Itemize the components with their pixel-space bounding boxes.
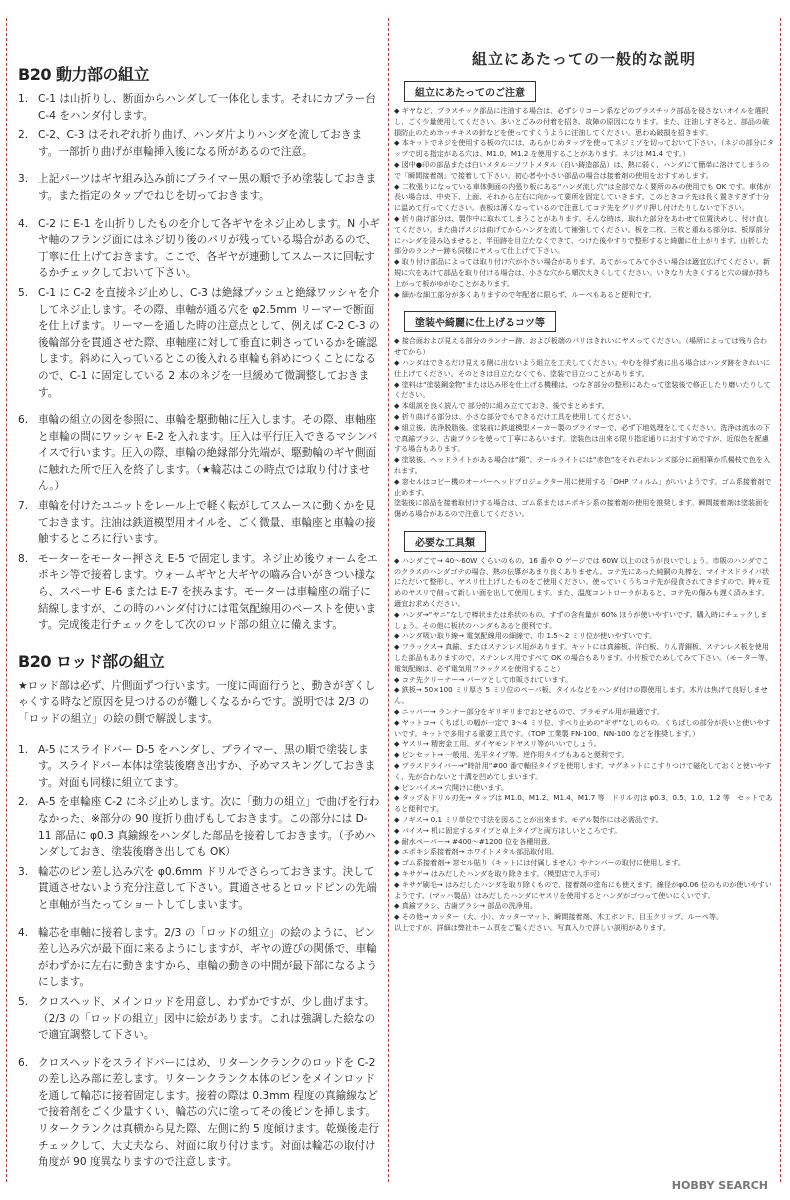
power-steps-list <box>18 91 380 634</box>
step-number: 1. <box>18 743 29 756</box>
paragraph: ◆ ハンダ吸い取り線→ 電気配線用の細線で、巾 1.5〜2 ミリ位が使いやすいです。 <box>394 631 657 641</box>
paragraph: ◆ プラスドライバー→“時計用”#00 番で軸径タイプを使用します。マグネットにこすりつけて磁化しておくと使いやすく、先が合わないと十溝を凹めてしまいます。 <box>394 761 772 781</box>
paragraph: ◆ ニッパー→ ランナー部分をギリギリまでおとせるので、プラモデル用が最適です。 <box>394 707 664 717</box>
paragraph: ◆ キサゲ刷毛→ はみだしたハンダを取り除くもので、接着剤の塗布にも使えます。線径がφ0.06 位のものが使いやすいようです。（マッハ製品）はみだしたハンダにヤスリを使用するとハンダがゴつって使いにくいです。 <box>394 879 772 900</box>
step-number: 4. <box>18 217 29 230</box>
step-text: クロスヘッドをスライドバーにはめ、リターンクランクのロッドを C-2 の差し込み部に差します。リターンクランク本体のピンをメインロッドを通して輪芯に接着固定します。接着の際は 0.3mm 程度の真鍮線などで接着剤をごく少量すくい、輪芯の穴に塗ってその後ピンを挿します。リタークランクは真横から見た際、左側に約 5 度傾けます。乾燥後走行チェックして、大丈夫なら、対面に取り付けます。対面は輪芯の取付け角度が 90 度異なりますので注意します。 <box>38 1056 379 1169</box>
cut-line-right <box>780 18 781 1182</box>
paragraph: ◆ 窓セルはコピー機のオーバーヘッドプロジェクター用に使用する「OHP フィルム」がいいようです。ゴム系接着剤で止めます。 <box>394 476 772 497</box>
paragraph: ◆ ピンバイス→ 穴開けに使います。 <box>394 782 509 792</box>
step-item <box>18 1055 380 1171</box>
step-item <box>18 171 380 204</box>
step-text: 上記パーツはギヤ組み込み前にプライマー黒の順で予め塗装しておきます。また指定のタップでねじを切っておきます。 <box>38 173 377 202</box>
paragraph: ◆ 折り曲げ部分は、製作中に取れてしまうことがあります。そんな時は、取れた部分をあわせて位置決めし、付け直してください。また曲げスジは曲げてからハンダを流して補強してください。板を二枚、三枚と重ねる部分は、板厚部分にハンダを浸み込ませると、半田跡を目立たなくできて、つけた後やすりで整形すると綺麗に仕上がります。山折した部分のランナー跡も同様にヤスって仕上げて下さい。 <box>394 213 771 256</box>
step-number: 2. <box>18 796 29 809</box>
paragraph: ◆ 細かな細工部分が多くありますので年配者に限らず、ルーペもあると便利です。 <box>394 289 656 299</box>
step-number: 3. <box>18 173 29 186</box>
step-text: クロスヘッド、メインロッドを用意し、わずかですが、少し曲げます。（2/3 の「ロッドの組立」図中に絵があります。これは強調した絵なので適宜調整して下さい。 <box>38 995 376 1042</box>
power-section-title: B20 動力部の組立 <box>18 65 150 84</box>
step-item <box>18 742 380 792</box>
paragraph: ◆ 真鍮ブラシ、古歯ブラシ→ 部品の洗浄用。 <box>394 901 538 911</box>
notes-section <box>394 106 774 300</box>
right-column <box>394 44 774 934</box>
step-item <box>18 127 380 160</box>
step-text: 車輪を付けたユニットをレール上で軽く転がしてスムースに動くかを見ておきます。注油は鉄道模型用オイルを、ごく微量、車輪座と車輪の接触するところに行います。 <box>38 500 376 546</box>
step-item <box>18 91 380 124</box>
step-text: モーターをモーター押さえ E-5 で固定します。ネジ止め後ウォームをエポキシ等で接着します。ウォームギヤと大ギヤの嚙み合いがきつい様なら、スペーサ E-6 または E-7 を挟みます。モーターは車輪座の端子に結線しますが、この時のハンダ付けには電気配線用のペーストを使います。完成後走行チェックをして次のロッド部の組立に備えます。 <box>38 552 378 632</box>
step-item <box>18 412 380 495</box>
rod-section-title: B20 ロッド部の組立 <box>18 651 165 671</box>
step-number: 6. <box>18 414 29 427</box>
rod-intro: ★ロッド部は必ず、片側面ずつ行います。一度に両面行うと、動きがぎくしゃくする時など原因を見つけるのが難しくなるからです。説明では 2/3 の「ロッドの組立」の絵の側で解説します。 <box>18 679 376 725</box>
step-item <box>18 498 380 548</box>
cut-line-center <box>388 18 389 1182</box>
step-text: 車輪の組立の図を参照に、車輪を駆動軸に圧入します。その際、車軸座と車輪の間にワッシャ E-2 を入れます。圧入は平行圧入できるマシンバイスで行います。圧入の際、車輪の絶縁部分先端が、駆動輪のギヤ側面に触れた所で圧入を終了します。（★輪芯はこの時点では取り付けません。） <box>38 414 378 493</box>
paragraph: ◆ ハンダごて→ 40〜60W くらいのもの。16 番や O ゲージでは 60W 以上のほうが良いでしょう。市販のハンダでこのクラスのハンダゴテの場合、熱の伝導があまり良くありません。コテ先にあった純銅の丸棒を、マイナスドライバ状にただいて整形し、ヤスリ仕上げしたものをご使用ください。使っていくうちコテ先が侵食されてきますので、時々荒めのヤスリで削って新しい面を出して使用します。また、温度コントローラがあると、コテ先の傷みも遅く済みます。適宜お求めください。 <box>394 555 770 609</box>
paragraph: 塗装後に部品を接着取付けする場合は、ゴム系またはエポキシ系の接着剤の使用を推奨します。瞬間接着剤は塗装面を傷める場合があるので注意してください。 <box>394 498 770 519</box>
paragraph: ◆ エポキシ系接着剤→ ホワイトメタル部品取付用。 <box>394 847 559 857</box>
step-text: A-5 にスライドバー D-5 をハンダし、プライマー、黒の順で塗装します。スライドバー本体は塗装後磨き出すか、予めマスキングしておきます。対面も同様に組立てます。 <box>38 743 376 789</box>
tools-section-label: 必要な工具類 <box>404 531 486 552</box>
general-title: 組立にあたっての一般的な説明 <box>471 50 696 68</box>
cut-line-left <box>6 18 7 1182</box>
step-item <box>18 216 380 282</box>
paragraph: ◆ その他→ カッター（大、小）、カッターマット、瞬間接着剤、木工ボンド、目玉クリップ、ルーペ等。 <box>394 912 724 922</box>
paragraph: ◆ コテ先クリーナー→ パーツとして市販されています。 <box>394 674 573 684</box>
paragraph: ◆ 接合面および見える部分のランナー跡、および板端のバリはきれいにヤスってください。（場所によっては残り合わせてから） <box>394 336 767 357</box>
paragraph: ◆ ゴム系接着剤→ 窓セル貼り（キットには付属しません）やナンバーの取付に使用します。 <box>394 858 686 868</box>
paragraph: ◆ ヤットコ→ くちばしの幅が一定で 3〜4 ミリ位、すべり止めの“ギザ”なしのもの。くちばしの部分が長いと使いやすいです。キットで多用する重要工具です。（TOP 工業製 FN-100、NN-100 などを推奨します。） <box>394 717 771 738</box>
paragraph: ◆ フラックス→ 真鍮、またはステンレス用があります。キットには真鍮板、洋白板、りん青銅板、ステンレス板を使用した部品もありますので、ステンレス用ですべて OK の場合もあります。小片板でためしてみて下さい。（モーター等、電気配線は、必ず電気用フラックスを使用すること） <box>394 642 773 673</box>
step-text: C-2、C-3 はそれぞれ折り曲げ、ハンダ片よりハンダを流しておきます。一部折り曲げが車輪挿入後になる所があるので注意。 <box>38 129 363 158</box>
paragraph: ◆ ノギス→ 0.1 ミリ単位で寸法を図ることが出来ます。モデル製作には必需品です。 <box>394 815 663 825</box>
paragraph: ◆ 図中●印の部品または白いメタル＝ソフトメタル（白い鋳造部品）は、熱に弱く、ハンダにて簡単に溶けてしまうので「瞬間接着剤」で接着して下さい。初心者や小さい部品の場合は接着剤の使用をおすすめします。 <box>394 159 770 180</box>
step-number: 5. <box>18 286 29 299</box>
step-number: 4. <box>18 926 29 939</box>
paragraph: ◆ 塗装後、ヘッドライトがある場合は“銀”、テールライトには“赤色”をそれぞれレンズ部分に面相筆か爪楊枝で色を入れます。 <box>394 455 771 475</box>
paragraph: ◆ 塗料は“塗装鋼金物”または込み形を仕上げる機種は、つなぎ部分の整形にあたって塗装後で修正したり磨いたりしてください。 <box>394 379 771 400</box>
step-number: 3. <box>18 865 29 878</box>
left-column <box>18 62 380 1174</box>
paragraph: ◆ 本キットでネジを使用する板の穴には、あらかじめタップを使ってネジミゾを切っておいて下さい。（ネジの部分にタップで切る指定がある穴は、M1.0、M1.2 を使用することがあります。ネジは M1.4 です。） <box>394 138 774 159</box>
paragraph: ◆ 組立後、洗浄脱脂後、塗装前に鉄道模型メーカー製のプライマーで、必ず下地処理をしてください。洗浄は流水の下で真鍮ブラシ、古歯ブラシを使って丁寧にあらいます。塗装色は出来る限り指定通りにおすすめですが、近似色を配慮する場合もあります。 <box>394 422 771 454</box>
step-text: 輪芯を車軸に接着します。2/3 の「ロッドの組立」の絵のように、ピン差し込み穴が最下面に来るようにしますが、ギヤの遊びの関係で、車輪がわずかに左右に動きますから、車輪の動きの中間が最下部になるようにします。 <box>38 926 377 989</box>
paragraph: ◆ ハンダ→“ヤニ”なしで棒状または糸状のもの。すずの含有量が 60% ほうが使いやすいです。購入時にチェックしましょう。その他に板状のハンダもあると便利です。 <box>394 609 768 630</box>
step-text: C-1 に C-2 を直接ネジ止めし、C-3 は絶縁ブッシュと絶縁ワッシャを介してネジ止します。その際、車軸が通る穴を φ2.5mm リーマーで断面を仕上げます。リーマーを通した時の注意点として、例えば C-2 C-3 の後輪部分を貫通させた際、車軸座に対して垂直に刺さっているかを確認します。斜めに入っているとこの後入れる車輪も斜めにつくことになるので、C-1 に固定している 2 本のネジを一旦緩めて微調整しておきます。 <box>38 286 380 399</box>
step-text: 輪芯のピン差し込み穴を φ0.6mm ドリルでさらっておきます。決して貫通させないよう充分注意して下さい。貫通させるとロッドピンの先端と車軸が当たってショートしてしまいます。 <box>38 865 377 911</box>
step-item <box>18 864 380 914</box>
hobby-search-watermark: HOBBY SEARCH <box>671 1179 768 1192</box>
step-item <box>18 551 380 634</box>
step-number: 8. <box>18 552 29 565</box>
paragraph: ◆ ヤスリ→ 精密金工用、ダイヤモンドヤスリ等がいいでしょう。 <box>394 739 602 749</box>
painting-section-label: 塗装や綺麗に仕上げるコツ等 <box>404 311 556 332</box>
paragraph: ◆ タップ＆ドリル刃先→ タップは M1.0、M1.2、M1.4、M1.7 等 ドリル刃は φ0.3、0.5、1.0、1.2 等 セットであると便利です。 <box>394 793 773 814</box>
step-item <box>18 925 380 991</box>
step-number: 6. <box>18 1056 29 1069</box>
step-item <box>18 994 380 1044</box>
paragraph: ◆ 二枚張りになっている車体側面の内張り板にある“ハンダ流し穴”は全部でなく要所のみの使用でも OK です。車体が長い場合は、中央下、上面、それから左右に向かって要所を固定していきます。このときコテ先は長く置きすぎず十分に温めて行ってください。表板は薄くなっているので注意してコテ先をグリグリ押し付けたりしないで下さい。 <box>394 181 771 213</box>
paragraph: ◆ バイス→ 机に固定するタイプと卓上タイプと両方ほしいところです。 <box>394 825 622 835</box>
notes-section-label: 組立にあたってのご注意 <box>404 81 536 102</box>
paragraph: 以上ですが、詳細は弊社ホーム頁をご覧ください。写真入りで詳しい説明があります。 <box>394 922 671 932</box>
paragraph: ◆ ピンセット→ 一般用、先平タイプ等。逆作用タイプもあると便利です。 <box>394 750 629 760</box>
paragraph: ◆ ハンダはできるだけ見える側に出ないよう組立を工夫してください。やむを得ず表に出る場合はハンダ跡をきれいに仕上げてください。そのときは目立たなくても、塗装で目立つことがあります。 <box>394 357 771 378</box>
step-text: C-2 に E-1 を山折りしたものを介して各ギヤをネジ止めします。N 小ギヤ軸のフランジ面にはネジ切り後のバリが残っている場合があるので、丁寧に仕上げておきます。ここで、各ギヤが連動してスムースに回転するかチェックしておいて下さい。 <box>38 217 380 280</box>
paragraph: ◆ ギヤなど、プラスチック部品に注油する場合は、必ずシリコーン系などのプラスチック部品を侵さないオイルを選択し、ごく少量使用してください。多いとごみの付着を招き、故障の原因になります。また、注油しすぎると、部品の破損防止のためホッチキスの針などを使ってすくうように注油してください。思わぬ破損を招きます。 <box>394 106 770 137</box>
step-number: 5. <box>18 995 29 1008</box>
step-item <box>18 794 380 860</box>
paragraph: ◆ 折り曲げる部分は、小さな部分でもできるだけ工具を使用してください。 <box>394 411 636 421</box>
paragraph: ◆ 鉄板→ 50×100 ミリ厚さ 5 ミリ位のペーパ板、タイルなどをハンダ付けの際使用します。木片は焦げて良好しません。 <box>394 685 768 706</box>
paragraph: ◆ 耐水ペーパー→ #400〜#1200 位を各種用意。 <box>394 836 555 846</box>
step-number: 1. <box>18 93 29 105</box>
step-number: 2. <box>18 129 29 142</box>
tools-section <box>394 556 774 934</box>
paragraph: ◆ 取り付け部品によっては取り付け穴が小さい場合があります。あてがってみて小さい場合は適宜広げてください。新規に穴をあけて部品を取り付ける場合は、小さな穴から順次大きくしてください。いきなり大きくすると穴の縁が持ち上がって板がゆがむことがあります。 <box>394 257 771 288</box>
paragraph: ◆ キサゲ→ はみだしたハンダを取り除きます。（模型店で入手可） <box>394 869 604 878</box>
paragraph: ◆ 本組説を良く読んで 部分的に組み立てておき、後でまとめます。 <box>394 401 609 411</box>
step-text: C-1 は山折りし、断面からハンダして一体化します。それにカプラー台 C-4 をハンダ付します。 <box>38 93 376 122</box>
step-text: A-5 を車輪座 C-2 にネジ止めします。次に「動力の組立」で曲げを行わなかった、※部分の 90 度折り曲げもしておきます。この部分には D-11 部品に φ0.3 真鍮線をハンダした部品を接着しておきます。（予めハンダしておき、塗装後磨き出しても OK） <box>38 796 380 859</box>
step-number: 7. <box>18 500 29 513</box>
painting-section <box>394 336 774 520</box>
rod-steps-list <box>18 742 380 1171</box>
step-item <box>18 285 380 401</box>
